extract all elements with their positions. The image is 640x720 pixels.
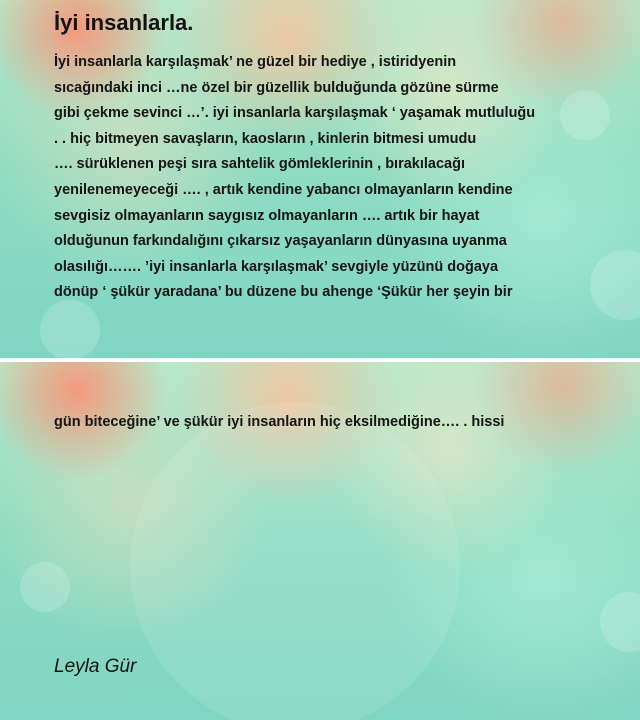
poem-body <box>54 50 614 306</box>
poem-author: Leyla Gür <box>54 656 137 677</box>
poem-line: dönüp ‘ şükür yaradana’ bu düzene bu ahenge ‘Şükür her şeyin bir <box>54 284 513 301</box>
poem-line: …. sürüklenen peşi sıra sahtelik gömleklerinin , bırakılacağı <box>54 156 465 173</box>
decorative-bokeh <box>600 592 640 652</box>
decorative-bokeh <box>40 300 100 358</box>
poem-line: olasılığı……. ’iyi insanlarla karşılaşmak’ sevgiyle yüzünü doğaya <box>54 258 499 275</box>
poem-line: İyi insanlarla karşılaşmak’ ne güzel bir hediye , istiridyenin <box>54 54 457 70</box>
poem-line: gibi çekme sevinci …’. iyi insanlarla karşılaşmak ‘ yaşamak mutluluğu <box>54 105 536 122</box>
poem-line: olduğunun farkındalığını çıkarsız yaşayanların dünyasına uyanma <box>54 233 507 250</box>
poem-continuation: gün biteceğine’ ve şükür iyi insanların hiç eksilmediğine…. . hissi <box>54 414 505 430</box>
decorative-bokeh <box>130 402 460 720</box>
poem-line: sıcağındaki inci …ne özel bir güzellik bulduğunda gözüne sürme <box>54 79 499 96</box>
decorative-bokeh <box>20 562 70 612</box>
poem-card-top <box>0 0 640 358</box>
poem-line: sevgisiz olmayanların saygısız olmayanların …. artık bir hayat <box>54 207 480 224</box>
poem-card-bottom <box>0 362 640 720</box>
poem-title: İyi insanlarla. <box>54 10 194 35</box>
poem-line: . . hiç bitmeyen savaşların, kaosların , kinlerin bitmesi umudu <box>54 130 477 147</box>
poem-line: yenilenemeyeceği …. , artık kendine yabancı olmayanların kendine <box>54 181 513 198</box>
